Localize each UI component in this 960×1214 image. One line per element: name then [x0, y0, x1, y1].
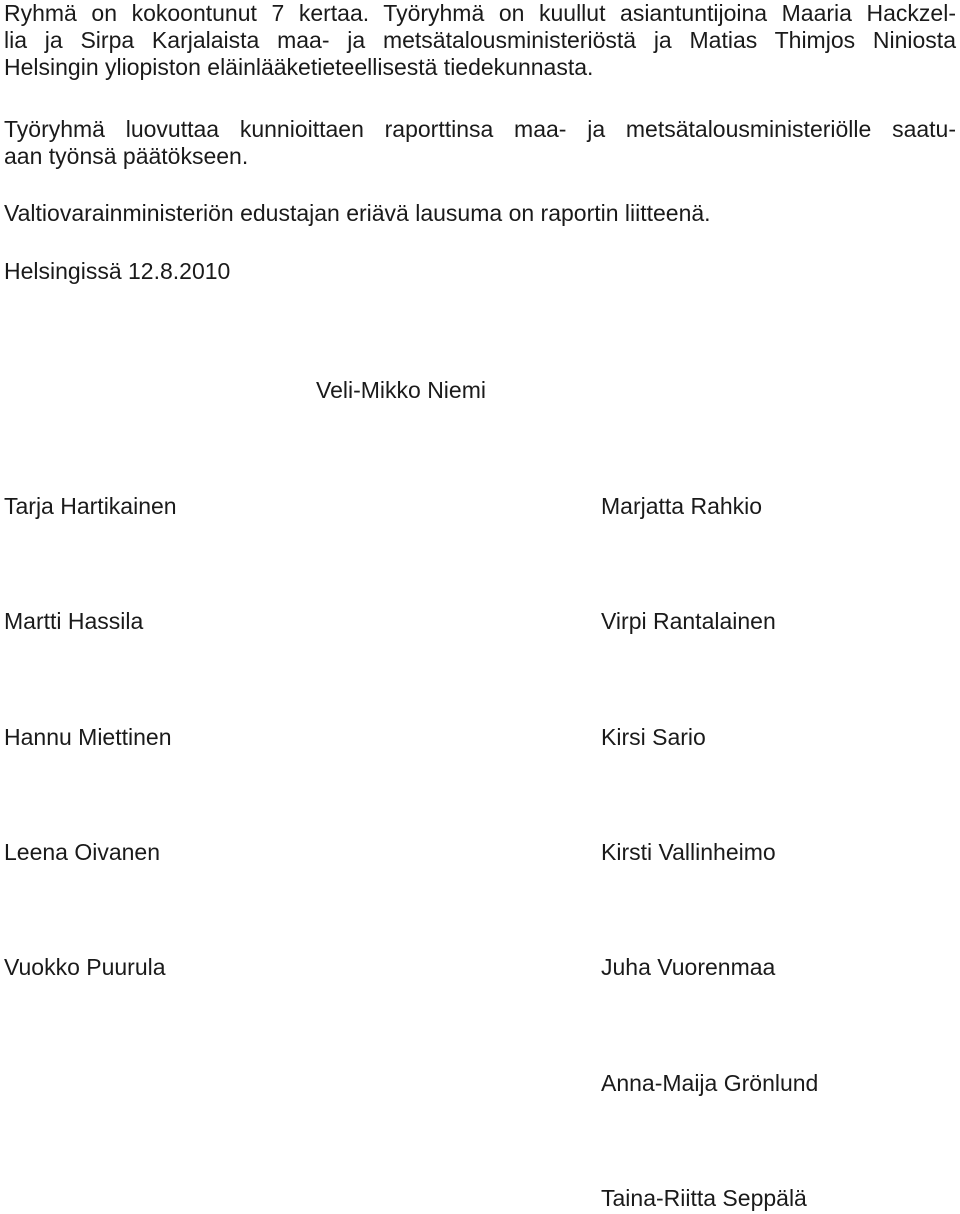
- member-signature: Kirsi Sario: [601, 724, 706, 750]
- member-signature: Juha Vuorenmaa: [601, 954, 776, 980]
- meeting-paragraph-line: Ryhmä on kokoontunut 7 kertaa. Työryhmä on kuullut asiantuntijoina Maaria Hackzel-: [4, 0, 956, 26]
- member-signature: Leena Oivanen: [4, 839, 161, 865]
- dissent-paragraph: [4, 200, 956, 227]
- member-signature: Marjatta Rahkio: [601, 493, 763, 519]
- meeting-paragraph-line: Helsingin yliopiston eläinlääketieteellisestä tiedekunnasta.: [4, 54, 594, 80]
- member-signature: Hannu Miettinen: [4, 724, 172, 750]
- member-signature: Tarja Hartikainen: [4, 493, 177, 519]
- member-signature: Anna-Maija Grönlund: [601, 1070, 819, 1096]
- handover-paragraph-line: aan työnsä päätökseen.: [4, 143, 249, 169]
- meeting-paragraph: [4, 0, 956, 81]
- member-signature: Taina-Riitta Seppälä: [601, 1185, 807, 1211]
- place-date-line: Helsingissä 12.8.2010: [4, 258, 231, 284]
- dissent-paragraph-line: Valtiovarainministeriön edustajan eriävä lausuma on raportin liitteenä.: [4, 200, 711, 226]
- member-signature: Martti Hassila: [4, 608, 144, 634]
- handover-paragraph-line: Työryhmä luovuttaa kunnioittaen raporttinsa maa- ja metsätalousministeriölle saatu-: [4, 116, 956, 142]
- member-signature: Vuokko Puurula: [4, 954, 166, 980]
- place-date: [4, 258, 956, 285]
- member-signature: Kirsti Vallinheimo: [601, 839, 776, 865]
- chair-signature: Veli-Mikko Niemi: [316, 377, 486, 403]
- meeting-paragraph-line: lia ja Sirpa Karjalaista maa- ja metsätalousministeriöstä ja Matias Thimjos Niniosta: [4, 27, 956, 53]
- handover-paragraph: [4, 116, 956, 170]
- member-signature: Virpi Rantalainen: [601, 608, 776, 634]
